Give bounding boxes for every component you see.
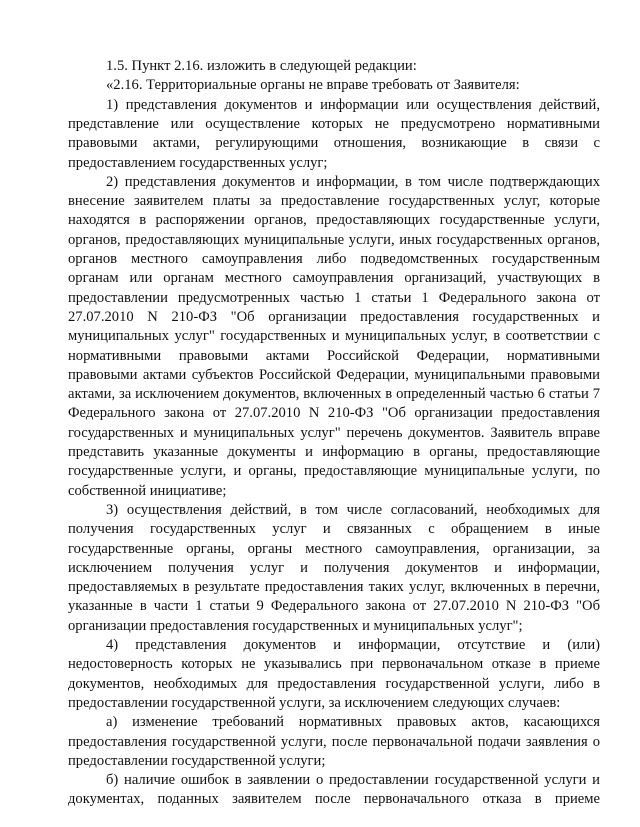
text-line: предоставлением государственных услуг; (68, 154, 328, 171)
text-line: предоставляемых в результате предоставления таких услуг, включенных в перечни, (68, 579, 600, 596)
text-line: предоставлении предусмотренных частью 1 статьи 1 Федерального закона от (68, 289, 600, 306)
text-line: органов, предоставляющих муниципальные услуги, иных государственных органов, (68, 231, 600, 248)
text-line: актами, за исключением документов, включенных в определенный частью 6 статьи 7 (68, 386, 600, 403)
text-line: предоставления государственной услуги, после первоначальной подачи заявления о (68, 733, 600, 750)
text-line: правовыми актами, регулирующими отношения, возникающие в связи с (68, 135, 600, 152)
text-line: а) изменение требований нормативных правовых актов, касающихся (106, 714, 600, 731)
text-line: государственные услуги, и органы, предоставляющие муниципальные услуги, по (68, 463, 600, 480)
text-line: получения государственных услуг и связанных с обращением в иные (68, 521, 600, 538)
text-line: документах, поданных заявителем после первоначального отказа в приеме (68, 791, 600, 808)
text-line: предоставлении государственной услуги, за исключением следующих случаев: (68, 694, 561, 711)
text-line: б) наличие ошибок в заявлении о предоставлении государственной услуги и (106, 772, 600, 789)
text-line: собственной инициативе; (68, 482, 227, 499)
text-line: муниципальных услуг" государственных и муниципальных услуг, в соответствии с (68, 328, 600, 345)
text-line: 27.07.2010 N 210-ФЗ "Об организации предоставления государственных и (68, 308, 600, 325)
text-line: предоставлении государственной услуги; (68, 752, 326, 769)
text-line: «2.16. Территориальные органы не вправе требовать от Заявителя: (106, 77, 520, 94)
text-line: 2) представления документов и информации, в том числе подтверждающих (106, 173, 600, 190)
text-line: 1.5. Пункт 2.16. изложить в следующей редакции: (106, 58, 417, 74)
text-line: нормативными правовыми актами Российской Федерации, нормативными (68, 347, 600, 364)
text-line: недостоверность которых не указывались при первоначальном отказе в приеме (68, 656, 600, 673)
text-line: правовыми актами субъектов Российской Федерации, муниципальными правовыми (68, 366, 600, 383)
text-line: исключением получения услуг и получения документов и информации, (68, 559, 600, 576)
text-line: органам или органам местного самоуправления организаций, участвующих в (68, 270, 600, 287)
text-line: государственных и муниципальных услуг" перечень документов. Заявитель вправе (68, 424, 600, 441)
text-line: государственные органы, органы местного самоуправления, организации, за (68, 540, 600, 557)
text-line: 3) осуществления действий, в том числе согласований, необходимых для (106, 501, 600, 518)
text-line: представление или осуществление которых не предусмотрено нормативными (68, 115, 600, 132)
text-line: 4) представления документов и информации, отсутствие и (или) (106, 637, 600, 653)
text-line: органов местного самоуправления либо подведомственных государственным (68, 251, 600, 267)
text-line: представить указанные документы и информацию в органы, предоставляющие (68, 444, 600, 460)
text-line: 1) представления документов и информации или осуществления действий, (106, 96, 600, 113)
text-line: Федерального закона от 27.07.2010 N 210-ФЗ "Об организации предоставления (68, 405, 600, 422)
text-line: указанные в части 1 статьи 9 Федерального закона от 27.07.2010 N 210-ФЗ "Об (68, 598, 600, 615)
text-line: документов, необходимых для предоставления государственной услуги, либо в (68, 675, 600, 692)
text-line: находятся в распоряжении органов, предоставляющих государственные услуги, (68, 212, 600, 229)
text-line: внесение заявителем платы за предоставление государственных услуг, которые (68, 193, 600, 210)
text-line: организации предоставления государственных и муниципальных услуг"; (68, 617, 523, 634)
